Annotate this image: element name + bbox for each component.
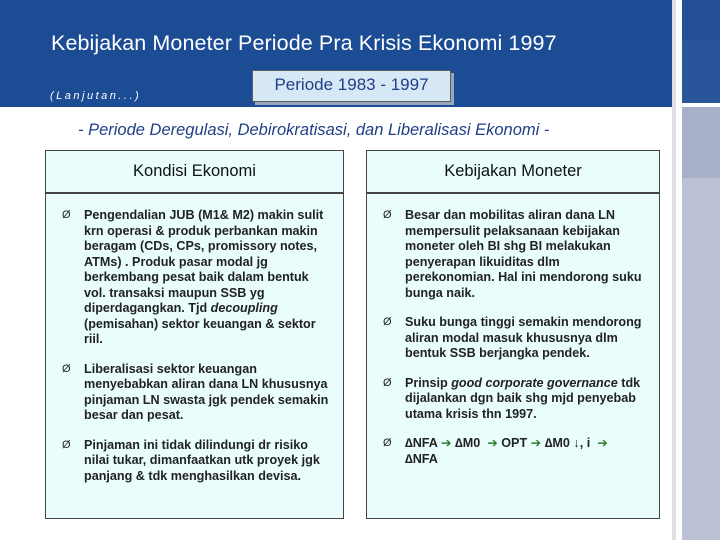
list-item xyxy=(383,376,649,423)
item-text: Prinsip xyxy=(405,375,452,390)
strip-block-4 xyxy=(682,40,720,107)
list-item xyxy=(383,315,649,362)
continued-label: (Lanjutan...) xyxy=(50,90,142,102)
column-kebijakan-moneter xyxy=(366,193,660,519)
bullet-arrow-icon: Ø xyxy=(383,437,392,449)
item-text: Suku bunga tinggi semakin mendorong aliran modal masuk khususnya dlm bentuk SSB berjangka pendek. xyxy=(405,315,642,360)
bullet-arrow-icon: Ø xyxy=(383,376,392,389)
list-item xyxy=(383,208,649,301)
bullet-arrow-icon: Ø xyxy=(62,438,71,451)
list-item-flow xyxy=(383,436,649,467)
item-text-italic: good corporate governance xyxy=(451,375,618,390)
bullet-arrow-icon: Ø xyxy=(383,316,392,328)
list-item xyxy=(62,362,333,424)
strip-block-2 xyxy=(682,178,720,540)
bullet-arrow-icon: Ø xyxy=(62,362,71,375)
item-text-italic: decoupling xyxy=(210,301,278,315)
flow-i: , i xyxy=(579,436,591,450)
list-item xyxy=(62,438,333,485)
item-text: Pengendalian JUB (M1& M2) makin sulit krn operasi & produk perbankan makin beragam (CDs, CPs, promissory notes, ATMs) . Produk pasar modal jg berkembang pesat baik dalam bentuk vol. transaksi maupun SSB yg diperdagangkan. Tjd xyxy=(84,208,324,315)
item-text: Pinjaman ini tidak dilindungi dr risiko nilai tukar, dimanfaatkan utk proyek jgk panjang & tdk menghasilkan devisa. xyxy=(84,437,320,483)
column-header-kebijakan: Kebijakan Moneter xyxy=(366,150,660,193)
flow-arrow-icon: ➔ xyxy=(597,436,608,450)
flow-nfa-2: ∆NFA xyxy=(405,451,438,466)
column-header-kondisi: Kondisi Ekonomi xyxy=(45,150,344,193)
item-text: (pemisahan) sektor keuangan & sektor riil. xyxy=(84,316,316,346)
flow-m0: ∆M0 xyxy=(455,436,481,450)
column-kondisi-ekonomi xyxy=(45,193,344,519)
flow-arrow-icon: ➔ xyxy=(440,436,452,450)
item-text: Besar dan mobilitas aliran dana LN mempersulit pelaksanaan kebijakan moneter oleh BI shg BI melakukan penyerapan likuiditas dlm perekonomian. Hal ini mendorong suku bunga naik. xyxy=(405,208,642,300)
subtitle: - Periode Deregulasi, Debirokratisasi, dan Liberalisasi Ekonomi - xyxy=(78,121,550,139)
list-item xyxy=(62,208,333,348)
bullet-arrow-icon: Ø xyxy=(62,209,71,221)
period-badge: Periode 1983 - 1997 xyxy=(252,70,451,102)
transmission-flow xyxy=(405,436,608,467)
flow-nfa: ∆NFA xyxy=(405,436,438,450)
strip-divider xyxy=(682,103,720,107)
bullet-arrow-icon: Ø xyxy=(383,209,392,221)
flow-arrow-icon: ➔ xyxy=(487,436,498,450)
strip-block-3 xyxy=(682,0,720,40)
item-text: Liberalisasi sektor keuangan menyebabkan aliran dana LN khususnya pinjaman LN swasta jgk pendek semakin besar dan pesat. xyxy=(84,361,329,422)
flow-opt: OPT xyxy=(501,436,528,450)
flow-arrow-icon: ➔ xyxy=(530,436,542,450)
item-text: tdk dijalankan dgn baik shg mjd penyebab utama krisis thn 1997. xyxy=(405,375,641,421)
flow-m0-down: ∆M0 ↓ xyxy=(544,436,580,450)
slide-title: Kebijakan Moneter Periode Pra Krisis Ekonomi 1997 xyxy=(51,31,557,55)
